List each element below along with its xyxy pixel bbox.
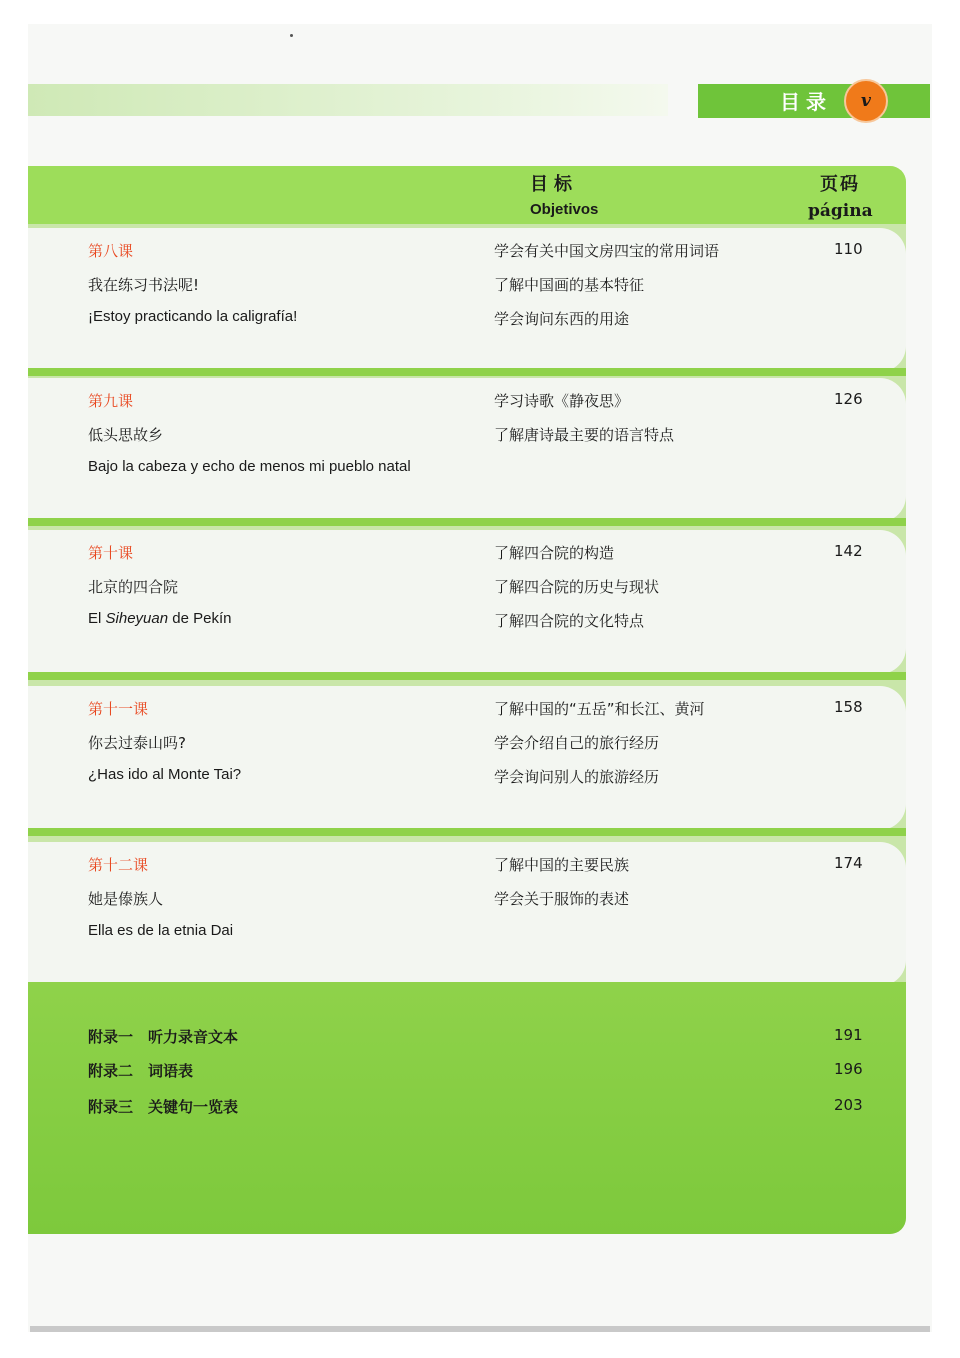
toc-header-bar — [28, 166, 906, 224]
lesson-title-cn: 她是傣族人 — [88, 890, 164, 908]
lesson-row[interactable] — [28, 686, 906, 830]
lesson-number: 第十二课 — [88, 856, 149, 874]
lesson-objective: 了解中国的“五岳”和长江、黄河 — [494, 700, 705, 718]
lesson-title-es: Bajo la cabeza y echo de menos mi pueblo natal — [88, 458, 411, 475]
lesson-number: 第九课 — [88, 392, 134, 410]
lesson-page-number: 158 — [834, 698, 863, 716]
lesson-number: 第八课 — [88, 242, 134, 260]
lesson-row[interactable] — [28, 228, 906, 372]
lesson-objective: 学会介绍自己的旅行经历 — [494, 734, 660, 752]
page-edge-shadow — [30, 1326, 930, 1332]
lesson-objective: 了解中国画的基本特征 — [494, 276, 645, 294]
appendix-item[interactable]: 附录一 听力录音文本 — [88, 1028, 239, 1046]
lesson-title-cn: 低头思故乡 — [88, 426, 164, 444]
lesson-title-es — [88, 610, 231, 627]
lesson-title-cn: 北京的四合院 — [88, 578, 179, 596]
lesson-row[interactable] — [28, 378, 906, 522]
lesson-title-es: Ella es de la etnia Dai — [88, 922, 234, 939]
lesson-title-es-part: de Pekín — [168, 610, 232, 627]
lesson-row[interactable] — [28, 530, 906, 674]
objectives-heading-es: Objetivos — [530, 201, 599, 218]
lesson-objective: 了解唐诗最主要的语言特点 — [494, 426, 675, 444]
lesson-title-cn: 你去过泰山吗? — [88, 734, 186, 752]
lesson-number: 第十一课 — [88, 700, 149, 718]
appendix-page-number: 191 — [834, 1026, 863, 1044]
lesson-title-es: ¿Has ido al Monte Tai? — [88, 766, 242, 783]
lesson-objective: 了解四合院的文化特点 — [494, 612, 645, 630]
lesson-objective: 了解中国的主要民族 — [494, 856, 630, 874]
objectives-heading-cn: 目标 — [530, 174, 578, 195]
row-divider — [28, 672, 906, 680]
speck — [290, 34, 293, 37]
lesson-objective: 学会有关中国文房四宝的常用词语 — [494, 242, 720, 260]
lesson-title-cn: 我在练习书法呢! — [88, 276, 200, 294]
lesson-row[interactable] — [28, 842, 906, 986]
appendix-item[interactable]: 附录三 关键句一览表 — [88, 1098, 239, 1116]
row-divider — [28, 368, 906, 376]
lesson-objective: 学会询问别人的旅游经历 — [494, 768, 660, 786]
lesson-page-number: 110 — [834, 240, 863, 258]
lesson-objective: 学会询问东西的用途 — [494, 310, 630, 328]
lesson-page-number: 142 — [834, 542, 863, 560]
lesson-title-es-emphasis: Siheyuan — [105, 610, 169, 627]
top-decor-band — [28, 84, 668, 116]
lesson-objective: 学习诗歌《静夜思》 — [494, 392, 630, 410]
row-divider — [28, 828, 906, 836]
appendix-page-number: 203 — [834, 1096, 863, 1114]
lesson-title-es: ¡Estoy practicando la caligrafía! — [88, 308, 298, 325]
lesson-objective: 了解四合院的历史与现状 — [494, 578, 660, 596]
appendix-page-number: 196 — [834, 1060, 863, 1078]
row-divider — [28, 518, 906, 526]
lesson-objective: 了解四合院的构造 — [494, 544, 615, 562]
page-title: 目录 — [780, 90, 832, 114]
lesson-number: 第十课 — [88, 544, 134, 562]
appendix-item[interactable]: 附录二 词语表 — [88, 1062, 194, 1080]
lesson-page-number: 126 — [834, 390, 863, 408]
page-heading-es: página — [808, 201, 873, 221]
page-heading-cn: 页码 — [820, 174, 860, 195]
page-number-badge: v — [844, 79, 888, 123]
lesson-page-number: 174 — [834, 854, 863, 872]
lesson-title-es-part: El — [88, 610, 106, 627]
lesson-objective: 学会关于服饰的表述 — [494, 890, 630, 908]
